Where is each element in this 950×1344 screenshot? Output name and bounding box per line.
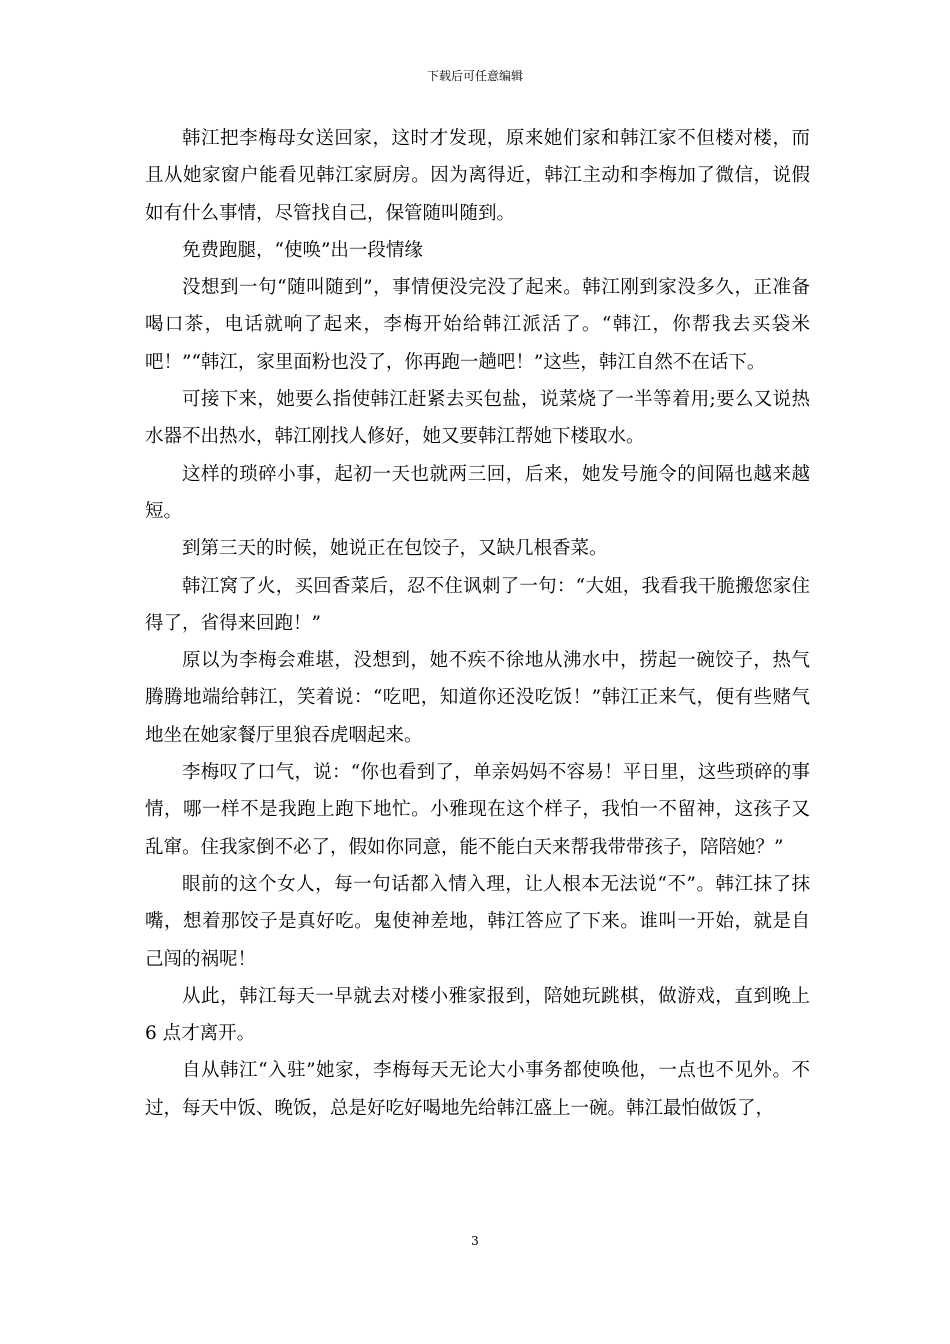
paragraph-9: 李梅叹了口气，说：“你也看到了，单亲妈妈不容易！平日里，这些琐碎的事情，哪一样不是我跑上跑下地忙。小雅现在这个样子，我怕一不留神，这孩子又乱窜。住我家倒不必了，假如你同意，能不能白天来帮我带带孩子，陪陪她？” [145, 762, 810, 858]
page-number: 3 [471, 1234, 479, 1248]
paragraph-11: 从此，韩江每天一早就去对楼小雅家报到，陪她玩跳棋，做游戏，直到晚上 6 点才离开。 [145, 985, 810, 1045]
section-heading: 免费跑腿，“使唤”出一段情缘 [182, 239, 423, 261]
page-header: 下载后可任意编辑 [426, 69, 523, 83]
paragraph-3: 没想到一句“随叫随到”，事情便没完没了起来。韩江刚到家没多久，正准备喝口茶，电话就响了起来，李梅开始给韩江派活了。“韩江，你帮我去买袋米吧！”“韩江，家里面粉也没了，你再跑一趟吧！”这些，韩江自然不在话下。 [145, 277, 810, 373]
body-text [145, 120, 810, 1127]
paragraph-6: 到第三天的时候，她说正在包饺子，又缺几根香菜。 [182, 538, 608, 560]
paragraph-10: 眼前的这个女人，每一句话都入情入理，让人根本无法说“不”。韩江抹了抹嘴，想着那饺子是真好吃。鬼使神差地，韩江答应了下来。谁叫一开始，就是自己闯的祸呢！ [145, 873, 810, 970]
paragraph-4: 可接下来，她要么指使韩江赶紧去买包盐，说菜烧了一半等着用;要么又说热水器不出热水，韩江刚找人修好，她又要韩江帮她下楼取水。 [145, 389, 810, 448]
paragraph-7: 韩江窝了火，买回香菜后，忍不住讽刺了一句：“大姐，我看我干脆搬您家住得了，省得来回跑！” [145, 575, 810, 634]
paragraph-1: 韩江把李梅母女送回家，这时才发现，原来她们家和韩江家不但楼对楼，而且从她家窗户能看见韩江家厨房。因为离得近，韩江主动和李梅加了微信，说假如有什么事情，尽管找自己，保管随叫随到。 [145, 128, 810, 224]
paragraph-8: 原以为李梅会难堪，没想到，她不疾不徐地从沸水中，捞起一碗饺子，热气腾腾地端给韩江，笑着说：“吃吧，知道你还没吃饭！”韩江正来气，便有些赌气地坐在她家餐厅里狼吞虎咽起来。 [145, 650, 810, 746]
paragraph-12: 自从韩江“入驻”她家，李梅每天无论大小事务都使唤他，一点也不见外。不过，每天中饭、晚饭，总是好吃好喝地先给韩江盛上一碗。韩江最怕做饭了， [145, 1060, 810, 1119]
paragraph-5: 这样的琐碎小事，起初一天也就两三回，后来，她发号施令的间隔也越来越短。 [145, 463, 810, 522]
